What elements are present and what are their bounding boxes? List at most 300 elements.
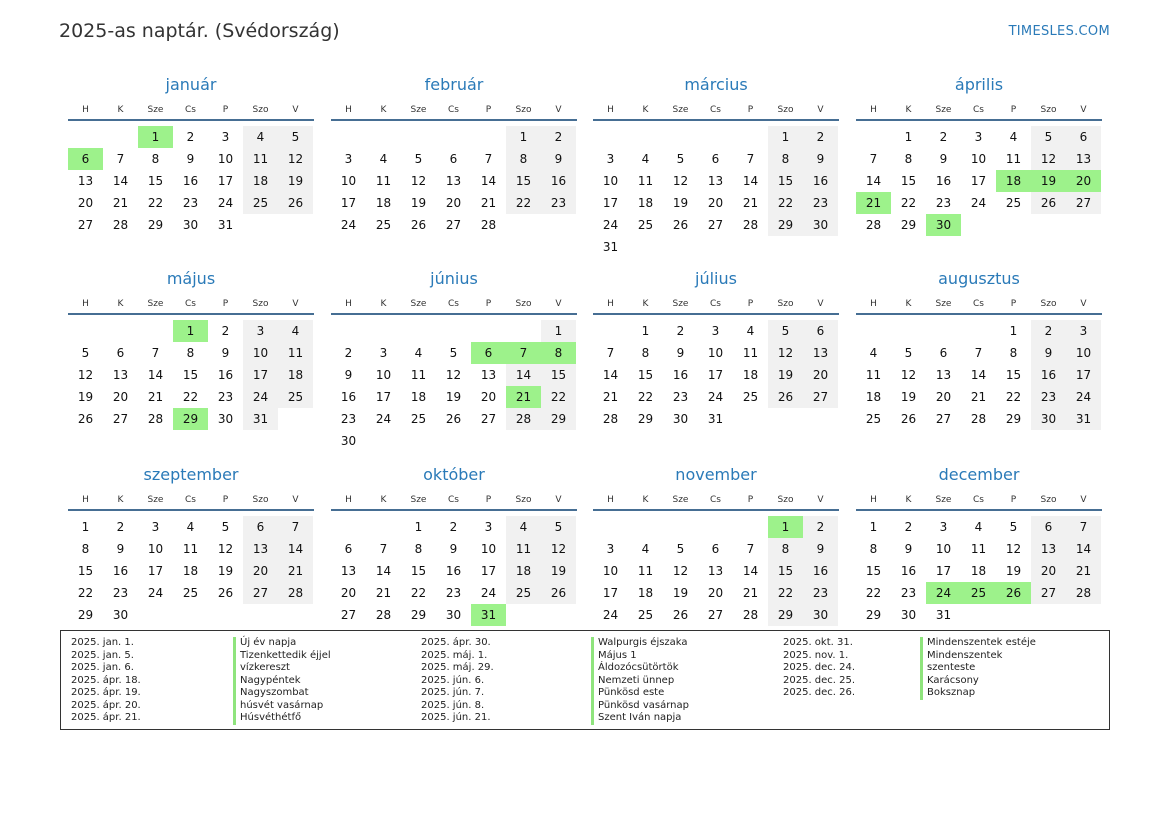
day-cell: 15 xyxy=(1005,368,1022,382)
day-cell: 2 xyxy=(803,126,838,148)
weekday-label: Cs xyxy=(448,105,459,115)
day-cell: 25 xyxy=(637,608,654,622)
day-cell: 14 xyxy=(602,368,619,382)
day-cell: 18 xyxy=(970,564,987,578)
legend-holiday-name: Boksznap xyxy=(920,687,1036,700)
day-cell: 11 xyxy=(278,342,313,364)
day-cell: 2 xyxy=(186,130,195,144)
day-cell: 21 xyxy=(742,586,759,600)
day-cell: 21 xyxy=(602,390,619,404)
empty-cell xyxy=(103,126,138,148)
day-cell: 19 xyxy=(278,170,313,192)
day-cell: 11 xyxy=(1005,152,1022,166)
holiday-day-cell: 21 xyxy=(856,192,891,214)
day-cell: 10 xyxy=(707,346,724,360)
day-cell: 5 xyxy=(81,346,90,360)
day-cell: 22 xyxy=(77,586,94,600)
day-cell: 4 xyxy=(641,152,650,166)
weekday-label: Cs xyxy=(448,299,459,309)
day-cell: 20 xyxy=(77,196,94,210)
day-cell: 23 xyxy=(803,192,838,214)
day-grid xyxy=(331,315,577,452)
day-cell: 24 xyxy=(243,386,278,408)
day-cell: 26 xyxy=(768,386,803,408)
day-cell: 28 xyxy=(742,218,759,232)
day-cell: 12 xyxy=(1031,148,1066,170)
day-cell: 11 xyxy=(410,368,427,382)
weekday-header xyxy=(593,101,839,121)
day-cell: 3 xyxy=(221,130,230,144)
legend-dates-column xyxy=(421,637,494,725)
day-cell: 17 xyxy=(970,174,987,188)
weekday-label: Cs xyxy=(973,105,984,115)
legend-date: 2025. jún. 6. xyxy=(421,674,485,686)
day-cell: 30 xyxy=(672,412,689,426)
day-cell: 8 xyxy=(1009,346,1018,360)
weekday-label: V xyxy=(555,495,562,505)
weekday-header xyxy=(68,101,314,121)
day-cell: 16 xyxy=(1031,364,1066,386)
weekday-label: Cs xyxy=(710,105,721,115)
weekday-label: H xyxy=(345,299,352,309)
day-cell: 2 xyxy=(449,520,458,534)
legend-holiday-name: húsvét vasárnap xyxy=(233,700,331,713)
day-cell: 14 xyxy=(742,564,759,578)
day-cell: 14 xyxy=(506,364,541,386)
legend-date: 2025. jan. 1. xyxy=(71,637,134,648)
weekday-label: Sze xyxy=(935,495,952,505)
day-cell: 13 xyxy=(707,174,724,188)
day-cell: 4 xyxy=(869,346,878,360)
holiday-day-cell: 18 xyxy=(996,170,1031,192)
day-cell: 9 xyxy=(676,346,685,360)
day-cell: 16 xyxy=(541,170,576,192)
day-cell: 18 xyxy=(742,368,759,382)
day-cell: 6 xyxy=(344,542,353,556)
legend-date: 2025. jan. 6. xyxy=(71,662,134,673)
legend-date: 2025. ápr. 30. xyxy=(421,637,491,648)
day-cell: 15 xyxy=(900,174,917,188)
weekday-label: Sze xyxy=(672,495,689,505)
weekday-label: P xyxy=(485,495,492,505)
day-cell: 7 xyxy=(606,346,615,360)
empty-cell xyxy=(436,126,471,148)
day-cell: 19 xyxy=(1005,564,1022,578)
weekday-label: Sze xyxy=(672,105,689,115)
empty-cell xyxy=(628,516,663,538)
day-cell: 3 xyxy=(379,346,388,360)
legend-date: 2025. jún. 8. xyxy=(421,699,485,711)
day-cell: 19 xyxy=(768,364,803,386)
day-cell: 1 xyxy=(81,520,90,534)
day-cell: 25 xyxy=(278,386,313,408)
day-cell: 10 xyxy=(243,342,278,364)
day-cell: 12 xyxy=(410,174,427,188)
month-name: október xyxy=(423,465,485,484)
day-cell: 28 xyxy=(865,218,882,232)
day-cell: 31 xyxy=(1066,408,1101,430)
legend-holiday-name: Húsvéthétfő xyxy=(233,712,331,725)
day-cell: 9 xyxy=(186,152,195,166)
day-cell: 23 xyxy=(803,582,838,604)
day-cell: 18 xyxy=(182,564,199,578)
day-cell: 15 xyxy=(182,368,199,382)
day-cell: 27 xyxy=(707,218,724,232)
day-grid xyxy=(68,315,314,430)
legend-date: 2025. dec. 24. xyxy=(783,662,856,673)
weekday-label: Sze xyxy=(147,299,164,309)
day-cell: 28 xyxy=(480,218,497,232)
weekday-label: Sze xyxy=(410,495,427,505)
day-cell: 31 xyxy=(707,412,724,426)
day-cell: 23 xyxy=(900,586,917,600)
day-cell: 3 xyxy=(711,324,720,338)
day-cell: 18 xyxy=(865,390,882,404)
weekday-header xyxy=(331,295,577,315)
day-cell: 12 xyxy=(541,538,576,560)
day-cell: 13 xyxy=(707,564,724,578)
weekday-label: Cs xyxy=(710,299,721,309)
day-cell: 22 xyxy=(1005,390,1022,404)
day-cell: 6 xyxy=(711,152,720,166)
day-cell: 1 xyxy=(506,126,541,148)
day-cell: 6 xyxy=(711,542,720,556)
day-cell: 15 xyxy=(410,564,427,578)
weekday-label: Szo xyxy=(515,495,532,505)
weekday-label: Szo xyxy=(777,299,794,309)
day-cell: 22 xyxy=(147,196,164,210)
holiday-day-cell: 1 xyxy=(768,516,803,538)
month-name: április xyxy=(954,75,1004,94)
day-grid xyxy=(593,315,839,430)
holiday-day-cell: 21 xyxy=(506,386,541,408)
day-cell: 28 xyxy=(112,218,129,232)
day-cell: 5 xyxy=(676,542,685,556)
legend-holiday-name: vízkereszt xyxy=(233,662,331,675)
day-cell: 3 xyxy=(484,520,493,534)
day-cell: 13 xyxy=(1031,538,1066,560)
weekday-label: K xyxy=(380,105,387,115)
day-cell: 2 xyxy=(221,324,230,338)
day-cell: 27 xyxy=(243,582,278,604)
day-cell: 3 xyxy=(1066,320,1101,342)
day-cell: 23 xyxy=(445,586,462,600)
day-cell: 24 xyxy=(1066,386,1101,408)
weekday-label: K xyxy=(117,495,124,505)
weekday-header xyxy=(856,491,1102,511)
day-cell: 2 xyxy=(676,324,685,338)
legend-date: 2025. jún. 21. xyxy=(421,712,491,723)
weekday-label: Szo xyxy=(777,105,794,115)
day-cell: 1 xyxy=(1009,324,1018,338)
day-cell: 22 xyxy=(768,192,803,214)
weekday-label: P xyxy=(747,105,754,115)
day-cell: 30 xyxy=(1031,408,1066,430)
day-cell: 9 xyxy=(803,148,838,170)
weekday-label: H xyxy=(607,105,614,115)
day-cell: 31 xyxy=(602,240,619,254)
day-cell: 16 xyxy=(217,368,234,382)
day-cell: 25 xyxy=(506,582,541,604)
day-cell: 3 xyxy=(243,320,278,342)
legend-holiday-name: Új év napja xyxy=(233,637,331,650)
day-cell: 29 xyxy=(410,608,427,622)
legend-date: 2025. okt. 31. xyxy=(783,637,853,648)
weekday-label: V xyxy=(555,105,562,115)
day-cell: 19 xyxy=(445,390,462,404)
holiday-day-cell: 31 xyxy=(471,604,506,626)
day-cell: 24 xyxy=(707,390,724,404)
day-cell: 11 xyxy=(970,542,987,556)
day-cell: 12 xyxy=(1005,542,1022,556)
day-cell: 11 xyxy=(865,368,882,382)
day-cell: 27 xyxy=(803,386,838,408)
weekday-label: Szo xyxy=(252,299,269,309)
day-grid xyxy=(68,511,314,626)
weekday-label: H xyxy=(82,299,89,309)
day-cell: 20 xyxy=(112,390,129,404)
empty-cell xyxy=(733,516,768,538)
day-cell: 1 xyxy=(768,126,803,148)
holiday-day-cell: 26 xyxy=(996,582,1031,604)
day-cell: 9 xyxy=(449,542,458,556)
day-cell: 26 xyxy=(672,218,689,232)
day-cell: 4 xyxy=(243,126,278,148)
day-cell: 17 xyxy=(1066,364,1101,386)
holiday-day-cell: 20 xyxy=(1066,170,1101,192)
day-cell: 15 xyxy=(637,368,654,382)
day-cell: 22 xyxy=(637,390,654,404)
empty-cell xyxy=(366,516,401,538)
day-cell: 25 xyxy=(1005,196,1022,210)
empty-cell xyxy=(698,516,733,538)
legend-holiday-name: Karácsony xyxy=(920,675,1036,688)
day-cell: 17 xyxy=(375,390,392,404)
day-cell: 27 xyxy=(77,218,94,232)
month-augusztus xyxy=(856,269,1102,430)
day-cell: 16 xyxy=(182,174,199,188)
day-cell: 9 xyxy=(344,368,353,382)
day-cell: 4 xyxy=(746,324,755,338)
day-cell: 23 xyxy=(1031,386,1066,408)
day-cell: 19 xyxy=(672,586,689,600)
day-cell: 25 xyxy=(865,412,882,426)
day-cell: 7 xyxy=(1066,516,1101,538)
day-cell: 12 xyxy=(900,368,917,382)
holiday-day-cell: 6 xyxy=(68,148,103,170)
day-cell: 30 xyxy=(112,608,129,622)
day-cell: 10 xyxy=(375,368,392,382)
site-link[interactable]: TIMESLES.COM xyxy=(1008,24,1110,39)
day-cell: 9 xyxy=(116,542,125,556)
day-cell: 28 xyxy=(506,408,541,430)
weekday-label: Szo xyxy=(515,299,532,309)
legend-holiday-name: Pünkösd vasárnap xyxy=(591,700,689,713)
day-cell: 30 xyxy=(803,604,838,626)
day-cell: 17 xyxy=(147,564,164,578)
day-cell: 8 xyxy=(904,152,913,166)
day-cell: 21 xyxy=(375,586,392,600)
day-cell: 12 xyxy=(278,148,313,170)
day-cell: 11 xyxy=(637,174,654,188)
legend-date: 2025. ápr. 18. xyxy=(71,674,141,686)
day-grid xyxy=(856,315,1102,430)
day-cell: 6 xyxy=(1066,126,1101,148)
month-name: december xyxy=(938,465,1020,484)
legend-holiday-name: szenteste xyxy=(920,662,1036,675)
weekday-label: K xyxy=(380,299,387,309)
weekday-label: K xyxy=(117,105,124,115)
weekday-label: P xyxy=(747,495,754,505)
day-cell: 14 xyxy=(970,368,987,382)
empty-cell xyxy=(436,320,471,342)
holiday-legend xyxy=(60,630,1110,730)
day-cell: 20 xyxy=(340,586,357,600)
weekday-label: Cs xyxy=(185,105,196,115)
month-name: január xyxy=(165,75,217,94)
weekday-label: H xyxy=(82,105,89,115)
day-cell: 18 xyxy=(410,390,427,404)
day-cell: 16 xyxy=(672,368,689,382)
day-cell: 22 xyxy=(506,192,541,214)
empty-cell xyxy=(593,320,628,342)
weekday-label: H xyxy=(345,495,352,505)
day-cell: 6 xyxy=(1031,516,1066,538)
day-cell: 5 xyxy=(221,520,230,534)
weekday-label: V xyxy=(817,299,824,309)
day-cell: 29 xyxy=(147,218,164,232)
day-cell: 27 xyxy=(112,412,129,426)
month-name: május xyxy=(166,269,216,288)
day-cell: 24 xyxy=(602,218,619,232)
day-cell: 20 xyxy=(707,586,724,600)
weekday-label: K xyxy=(905,299,912,309)
legend-holiday-name: Mindenszentek estéje xyxy=(920,637,1036,650)
legend-date: 2025. máj. 29. xyxy=(421,662,494,673)
legend-holiday-name: Walpurgis éjszaka xyxy=(591,637,689,650)
day-cell: 21 xyxy=(278,560,313,582)
day-cell: 28 xyxy=(375,608,392,622)
weekday-label: P xyxy=(1010,105,1017,115)
day-cell: 16 xyxy=(340,390,357,404)
day-cell: 17 xyxy=(217,174,234,188)
day-cell: 11 xyxy=(742,346,759,360)
day-cell: 14 xyxy=(147,368,164,382)
day-grid xyxy=(593,511,839,626)
weekday-label: Szo xyxy=(1040,299,1057,309)
empty-cell xyxy=(506,320,541,342)
holiday-day-cell: 24 xyxy=(926,582,961,604)
weekday-label: K xyxy=(117,299,124,309)
day-cell: 3 xyxy=(344,152,353,166)
day-cell: 27 xyxy=(445,218,462,232)
day-cell: 30 xyxy=(445,608,462,622)
weekday-label: P xyxy=(1010,495,1017,505)
day-cell: 24 xyxy=(340,218,357,232)
day-cell: 8 xyxy=(414,542,423,556)
empty-cell xyxy=(68,126,103,148)
day-cell: 13 xyxy=(803,342,838,364)
month-name: június xyxy=(430,269,478,288)
day-cell: 9 xyxy=(1031,342,1066,364)
day-cell: 16 xyxy=(112,564,129,578)
month-szeptember xyxy=(68,465,314,626)
day-cell: 7 xyxy=(869,152,878,166)
day-cell: 11 xyxy=(375,174,392,188)
empty-cell xyxy=(103,320,138,342)
weekday-label: K xyxy=(905,495,912,505)
day-cell: 28 xyxy=(147,412,164,426)
holiday-day-cell: 1 xyxy=(138,126,173,148)
day-cell: 5 xyxy=(1031,126,1066,148)
legend-date: 2025. jan. 5. xyxy=(71,649,134,661)
day-cell: 26 xyxy=(672,608,689,622)
day-cell: 10 xyxy=(480,542,497,556)
day-cell: 12 xyxy=(672,174,689,188)
month-name: szeptember xyxy=(143,465,239,484)
day-cell: 19 xyxy=(900,390,917,404)
weekday-label: K xyxy=(642,495,649,505)
day-cell: 15 xyxy=(77,564,94,578)
weekday-label: Cs xyxy=(448,495,459,505)
weekday-label: P xyxy=(485,105,492,115)
weekday-label: K xyxy=(380,495,387,505)
holiday-day-cell: 1 xyxy=(173,320,208,342)
empty-cell xyxy=(926,320,961,342)
empty-cell xyxy=(628,126,663,148)
month-június xyxy=(331,269,577,452)
day-cell: 5 xyxy=(541,516,576,538)
day-cell: 20 xyxy=(243,560,278,582)
day-cell: 2 xyxy=(1031,320,1066,342)
day-cell: 14 xyxy=(112,174,129,188)
day-cell: 14 xyxy=(480,174,497,188)
month-november xyxy=(593,465,839,626)
empty-cell xyxy=(331,516,366,538)
day-cell: 28 xyxy=(1066,582,1101,604)
day-cell: 15 xyxy=(506,170,541,192)
day-cell: 20 xyxy=(935,390,952,404)
legend-date: 2025. nov. 1. xyxy=(783,649,849,661)
day-cell: 17 xyxy=(935,564,952,578)
empty-cell xyxy=(138,320,173,342)
day-cell: 19 xyxy=(217,564,234,578)
empty-cell xyxy=(471,126,506,148)
day-cell: 5 xyxy=(449,346,458,360)
day-cell: 29 xyxy=(637,412,654,426)
day-cell: 5 xyxy=(278,126,313,148)
weekday-label: Sze xyxy=(410,299,427,309)
weekday-label: Sze xyxy=(672,299,689,309)
day-cell: 14 xyxy=(742,174,759,188)
day-cell: 25 xyxy=(637,218,654,232)
day-cell: 15 xyxy=(541,364,576,386)
weekday-label: P xyxy=(485,299,492,309)
day-cell: 27 xyxy=(480,412,497,426)
day-cell: 13 xyxy=(77,174,94,188)
empty-cell xyxy=(891,320,926,342)
day-cell: 5 xyxy=(904,346,913,360)
weekday-label: P xyxy=(222,299,229,309)
weekday-label: Szo xyxy=(1040,495,1057,505)
weekday-label: V xyxy=(1080,105,1087,115)
day-cell: 20 xyxy=(707,196,724,210)
weekday-label: Sze xyxy=(410,105,427,115)
weekday-header xyxy=(856,101,1102,121)
day-cell: 18 xyxy=(243,170,278,192)
day-cell: 26 xyxy=(278,192,313,214)
day-cell: 11 xyxy=(182,542,199,556)
